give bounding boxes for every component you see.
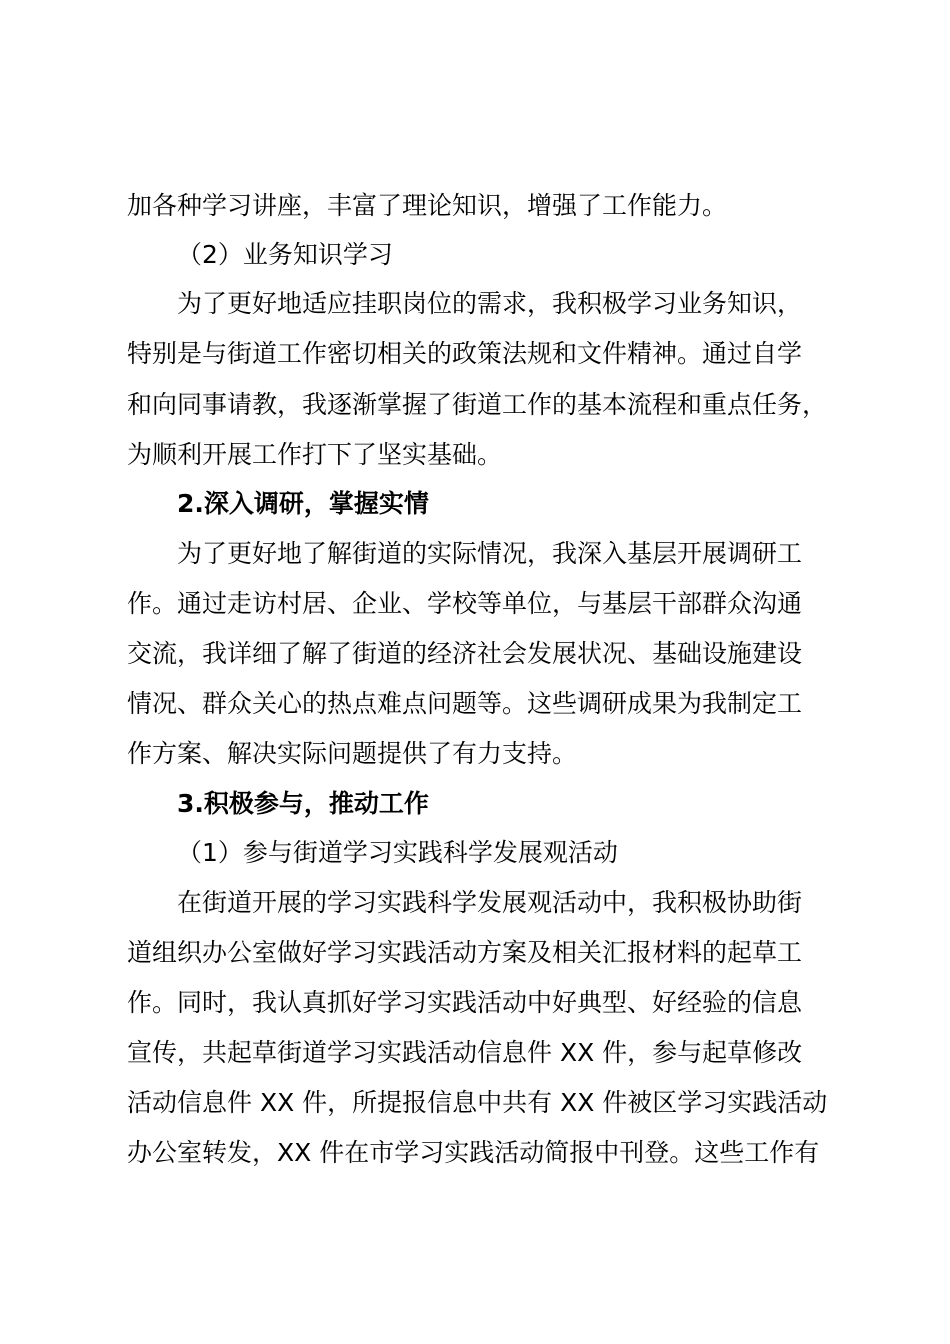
paragraph-line: 情况、群众关心的热点难点问题等。这些调研成果为我制定工 — [127, 689, 803, 718]
section-heading: 2.深入调研，掌握实情 — [177, 489, 429, 518]
paragraph-line: 和向同事请教，我逐渐掌握了街道工作的基本流程和重点任务， — [127, 390, 828, 419]
paragraph-line: 道组织办公室做好学习实践活动方案及相关汇报材料的起草工 — [127, 938, 803, 967]
paragraph-line: 特别是与街道工作密切相关的政策法规和文件精神。通过自学 — [127, 339, 803, 368]
paragraph-line: 在街道开展的学习实践科学发展观活动中，我积极协助街 — [177, 888, 803, 917]
paragraph-line: 办公室转发，XX 件在市学习实践活动简报中刊登。这些工作有 — [127, 1138, 820, 1167]
section-heading: 3.积极参与，推动工作 — [177, 789, 429, 818]
paragraph-line: 交流，我详细了解了街道的经济社会发展状况、基础设施建设 — [127, 639, 803, 668]
paragraph-line: 为了更好地适应挂职岗位的需求，我积极学习业务知识， — [177, 289, 803, 318]
paragraph-line: 作。同时，我认真抓好学习实践活动中好典型、好经验的信息 — [127, 988, 803, 1017]
subsection-heading: （1）参与街道学习实践科学发展观活动 — [177, 838, 618, 867]
paragraph-line: 宣传，共起草街道学习实践活动信息件 XX 件，参与起草修改 — [127, 1038, 803, 1067]
paragraph-line: 为顺利开展工作打下了坚实基础。 — [127, 440, 503, 469]
paragraph-line: 作方案、解决实际问题提供了有力支持。 — [127, 739, 578, 768]
paragraph-line: 作。通过走访村居、企业、学校等单位，与基层干部群众沟通 — [127, 589, 803, 618]
paragraph-line: 加各种学习讲座，丰富了理论知识，增强了工作能力。 — [127, 191, 728, 220]
paragraph-line: 为了更好地了解街道的实际情况，我深入基层开展调研工 — [177, 539, 803, 568]
subsection-heading: （2）业务知识学习 — [177, 240, 393, 269]
paragraph-line: 活动信息件 XX 件，所提报信息中共有 XX 件被区学习实践活动 — [127, 1088, 828, 1117]
